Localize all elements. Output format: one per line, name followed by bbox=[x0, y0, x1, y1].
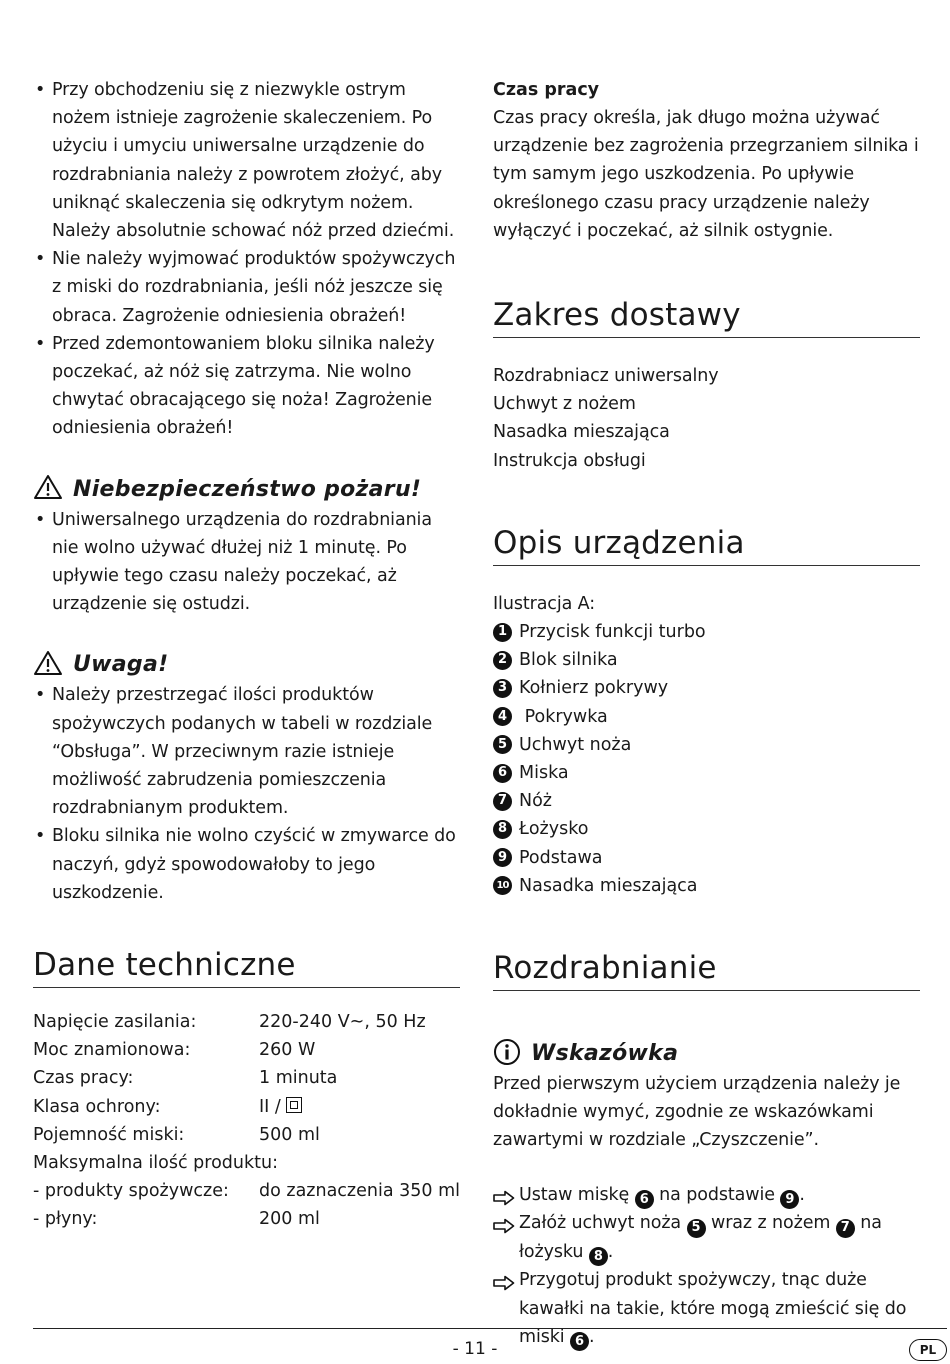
list-item: • Nie należy wyjmować produktów spożywczych z miski do rozdrabniania, jeśli nóż jeszcze się obraca. Zagrożenie odniesienia obrażeń! bbox=[33, 245, 460, 330]
list-item: • Uniwersalnego urządzenia do rozdrabniania nie wolno używać dłużej niż 1 minutę. Po upływie tego czasu należy poczekać, aż urządzenie się ostudzi. bbox=[33, 506, 460, 619]
hint-heading bbox=[493, 1037, 920, 1070]
step-text: wraz z nożem bbox=[705, 1213, 836, 1234]
tech-data-heading: Dane techniczne bbox=[33, 947, 460, 988]
number-badge: 6 bbox=[493, 764, 512, 783]
right-column bbox=[493, 76, 920, 1351]
list-item: 1 Przycisk funkcji turbo bbox=[493, 618, 920, 646]
list-item: 3 Kołnierz pokrywy bbox=[493, 674, 920, 702]
number-badge: 5 bbox=[687, 1219, 706, 1238]
illustration-label: Ilustracja A: bbox=[493, 593, 596, 614]
device-description-heading: Opis urządzenia bbox=[493, 525, 920, 566]
step-text: na łożysku bbox=[519, 1213, 888, 1262]
step-text: . bbox=[607, 1241, 614, 1262]
hint-text: Przed pierwszym użyciem urządzenia należy je dokładnie wymyć, zgodnie ze wskazówkami zawartymi w rozdziale „Czyszczenie”. bbox=[493, 1074, 901, 1151]
caution-title: Uwaga! bbox=[73, 652, 169, 678]
fire-bullets bbox=[33, 506, 460, 619]
list-item: Rozdrabniacz uniwersalny bbox=[493, 366, 719, 387]
caution-bullets bbox=[33, 681, 460, 907]
list-item: 10 Nasadka mieszająca bbox=[493, 872, 920, 900]
safety-bullets bbox=[33, 76, 460, 443]
delivery-heading: Zakres dostawy bbox=[493, 297, 920, 338]
parts-list bbox=[493, 618, 920, 900]
step-text: Przygotuj produkt spożywczy, tnąc duże kawałki na takie, które mogą zmieścić się do miski bbox=[519, 1270, 912, 1347]
number-badge: 10 bbox=[493, 876, 512, 895]
list-item: • Należy przestrzegać ilości produktów spożywczych podanych w tabeli w rozdziale “Obsługa”. W przeciwnym razie istnieje możliwość zabrudzenia pomieszczenia rozdrabnianym produktem. bbox=[33, 681, 460, 822]
left-column bbox=[33, 76, 460, 1238]
number-badge: 2 bbox=[493, 651, 512, 670]
list-item: 7 Nóż bbox=[493, 787, 920, 815]
step-text: . bbox=[799, 1184, 805, 1205]
step-text: na podstawie bbox=[653, 1184, 781, 1205]
number-badge: 8 bbox=[589, 1247, 608, 1266]
list-item: • Bloku silnika nie wolno czyścić w zmywarce do naczyń, gdyż spowodowałoby to jego uszkodzenie. bbox=[33, 822, 460, 907]
info-icon bbox=[493, 1038, 521, 1070]
protection-class-ii-icon bbox=[286, 1097, 302, 1113]
step-item bbox=[493, 1181, 920, 1210]
fire-warning-heading bbox=[33, 473, 460, 506]
number-badge: 7 bbox=[493, 792, 512, 811]
worktime-heading: Czas pracy bbox=[493, 80, 600, 100]
list-item: 8 Łożysko bbox=[493, 815, 920, 843]
language-badge: PL bbox=[909, 1339, 947, 1361]
tech-data-table bbox=[33, 1012, 460, 1238]
list-item: 2 Blok silnika bbox=[493, 646, 920, 674]
step-text: Załóż uchwyt noża bbox=[519, 1213, 687, 1234]
warning-triangle-icon bbox=[33, 650, 63, 680]
number-badge: 9 bbox=[780, 1190, 799, 1209]
fire-warning-title: Niebezpieczeństwo pożaru! bbox=[73, 476, 422, 502]
list-item: 4 Pokrywka bbox=[493, 703, 920, 731]
step-text: Ustaw miskę bbox=[519, 1184, 635, 1205]
list-item: 9 Podstawa bbox=[493, 844, 920, 872]
number-badge: 6 bbox=[570, 1332, 589, 1351]
warning-triangle-icon bbox=[33, 474, 63, 504]
list-item: 6 Miska bbox=[493, 759, 920, 787]
number-badge: 9 bbox=[493, 848, 512, 867]
number-badge: 7 bbox=[836, 1219, 855, 1238]
table-row: Napięcie zasilania: 220-240 V~, 50 Hz bbox=[33, 1012, 426, 1033]
step-text: . bbox=[589, 1326, 595, 1347]
number-badge: 5 bbox=[493, 735, 512, 754]
table-row: Pojemność miski: 500 ml bbox=[33, 1124, 320, 1145]
number-badge: 6 bbox=[635, 1190, 654, 1209]
table-row: Maksymalna ilość produktu: bbox=[33, 1153, 278, 1174]
list-item: 5 Uchwyt noża bbox=[493, 731, 920, 759]
arrow-right-icon bbox=[493, 1215, 515, 1243]
arrow-right-icon bbox=[493, 1272, 515, 1300]
delivery-list bbox=[493, 362, 920, 475]
number-badge: 4 bbox=[493, 707, 512, 726]
page-number: - 11 - bbox=[452, 1339, 498, 1359]
worktime-text: Czas pracy określa, jak długo można używać urządzenie bez zagrożenia przegrzaniem silnika i tym samym jego uszkodzenia. Po upływie określonego czasu pracy urządzenie należy wyłączyć i poczekać, aż silnik ostygnie. bbox=[493, 108, 919, 241]
footer-divider bbox=[33, 1328, 947, 1329]
hint-title: Wskazówka bbox=[531, 1041, 679, 1067]
list-item: Uchwyt z nożem bbox=[493, 394, 636, 415]
number-badge: 8 bbox=[493, 820, 512, 839]
table-row: Moc znamionowa: 260 W bbox=[33, 1040, 316, 1061]
table-row: - płyny: 200 ml bbox=[33, 1209, 320, 1230]
number-badge: 1 bbox=[493, 623, 512, 642]
list-item: Instrukcja obsługi bbox=[493, 450, 646, 471]
step-item bbox=[493, 1209, 920, 1266]
table-row: - produkty spożywcze: do zaznaczenia 350 ml bbox=[33, 1181, 460, 1202]
table-row: Klasa ochrony: II / bbox=[33, 1097, 460, 1125]
list-item: • Przed zdemontowaniem bloku silnika należy poczekać, aż nóż się zatrzyma. Nie wolno chwytać obracającego się noża! Zagrożenie odniesienia obrażeń! bbox=[33, 330, 460, 443]
table-row: Czas pracy: 1 minuta bbox=[33, 1068, 338, 1089]
list-item: Nasadka mieszająca bbox=[493, 422, 670, 443]
steps-list bbox=[493, 1181, 920, 1352]
number-badge: 3 bbox=[493, 679, 512, 698]
caution-heading bbox=[33, 648, 460, 681]
chopping-heading: Rozdrabnianie bbox=[493, 950, 920, 991]
list-item: • Przy obchodzeniu się z niezwykle ostrym nożem istnieje zagrożenie skaleczeniem. Po użyciu i umyciu uniwersalne urządzenie do rozdrabniania należy z powrotem złożyć, aby uniknąć skaleczenia się odkrytym nożem. Należy absolutnie schować nóż przed dziećmi. bbox=[33, 76, 460, 245]
